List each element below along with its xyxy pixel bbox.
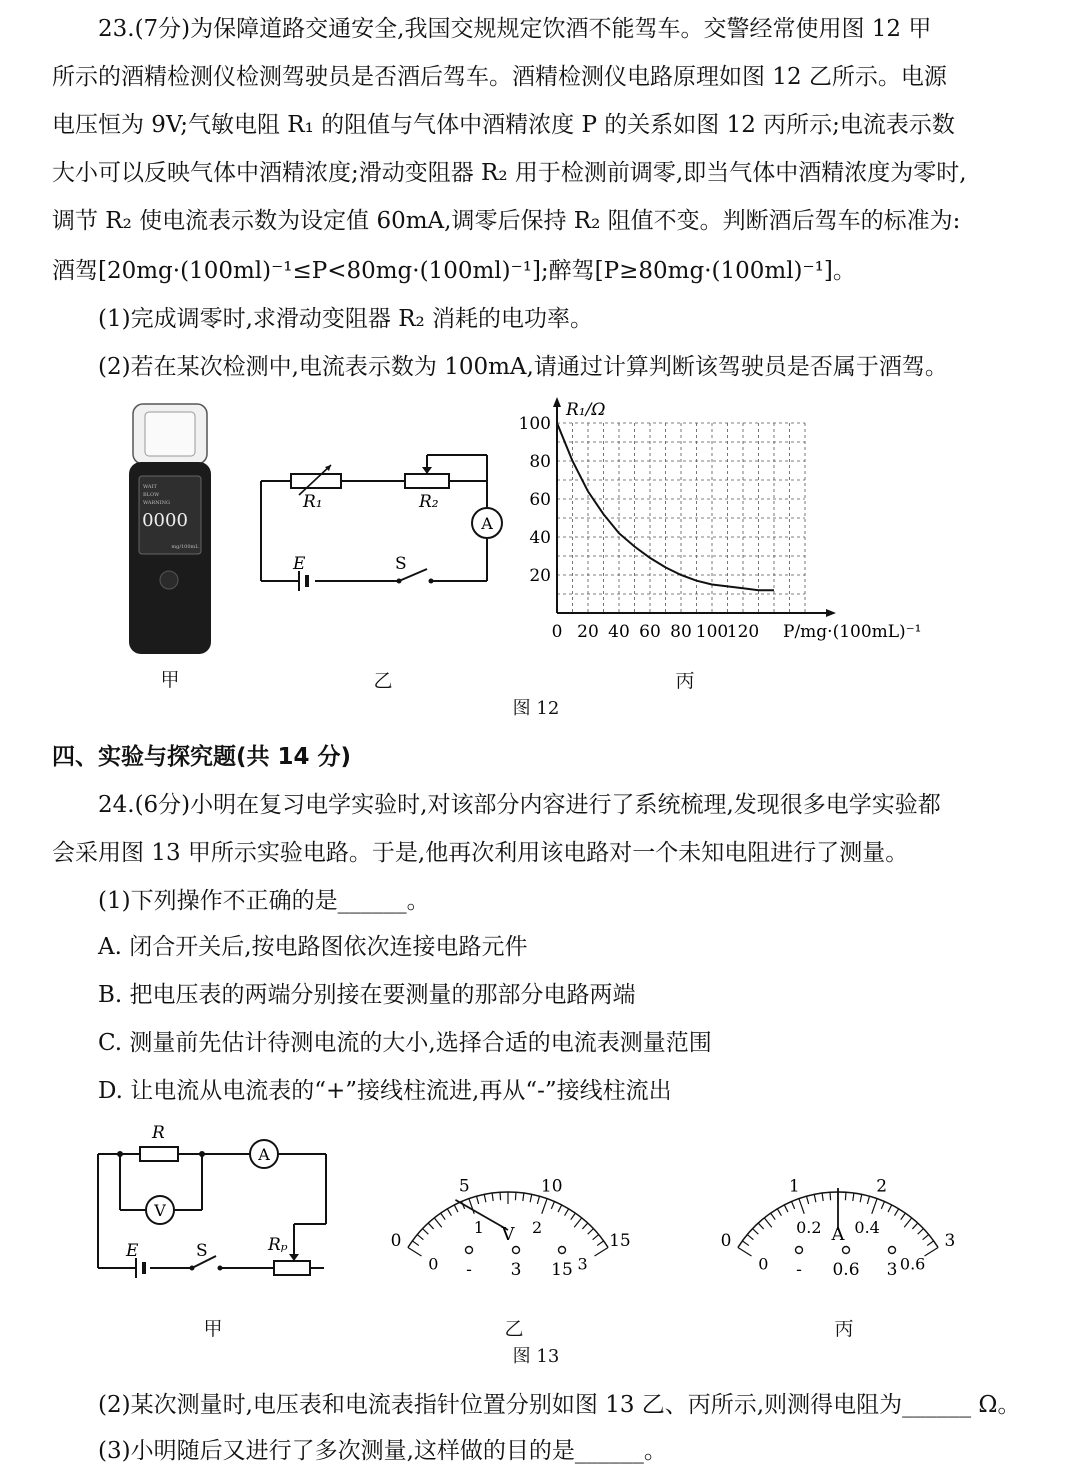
dial-tick bbox=[423, 1229, 429, 1235]
terminal-post-icon[interactable] bbox=[796, 1247, 803, 1254]
device-status-blow: BLOW bbox=[143, 492, 160, 498]
label-V: V bbox=[154, 1201, 166, 1220]
dial-top-label: 2 bbox=[876, 1176, 888, 1197]
dial-tick bbox=[925, 1247, 939, 1255]
dial-tick bbox=[918, 1229, 924, 1235]
device-button-icon bbox=[160, 571, 178, 589]
dial-tick bbox=[895, 1209, 899, 1216]
dial-bottom-label: 1 bbox=[473, 1217, 484, 1237]
dial-tick bbox=[530, 1194, 532, 1202]
meter-symbol: A bbox=[831, 1224, 845, 1245]
dial-tick bbox=[747, 1235, 753, 1240]
breathalyzer-device bbox=[125, 400, 215, 660]
y-axis-label: R₁/Ω bbox=[566, 400, 606, 420]
dial-tick bbox=[595, 1247, 609, 1255]
terminal-label: 0.6 bbox=[832, 1260, 860, 1280]
dial-tick bbox=[923, 1235, 929, 1240]
dial-tick bbox=[764, 1218, 771, 1227]
dial-bottom-label: 0.4 bbox=[854, 1217, 880, 1237]
resistor-R1 bbox=[291, 474, 341, 488]
dial-tick bbox=[792, 1202, 795, 1209]
resistor-R2 bbox=[405, 474, 449, 488]
ammeter-dial bbox=[698, 1120, 988, 1290]
dial-tick bbox=[853, 1193, 854, 1201]
dial-bottom-label: 3 bbox=[577, 1254, 588, 1274]
dial-bottom-label: 2 bbox=[532, 1217, 543, 1237]
q23-sub2: (2)若在某次检测中,电流表示数为 100mA,请通过计算判断该驾驶员是否属于酒驾。 bbox=[98, 354, 948, 380]
x-tick-label: 100 bbox=[695, 622, 729, 642]
terminal-label: 3 bbox=[510, 1260, 522, 1280]
dial-tick bbox=[830, 1192, 831, 1200]
dial-tick bbox=[867, 1196, 869, 1204]
y-tick-label: 40 bbox=[529, 528, 551, 548]
dial-tick bbox=[742, 1241, 748, 1246]
dial-tick bbox=[537, 1196, 539, 1204]
x-tick-label: 20 bbox=[577, 622, 599, 642]
dial-bottom-label: 0 bbox=[428, 1254, 439, 1274]
q23-line-2: 所示的酒精检测仪检测驾驶员是否酒后驾车。酒精检测仪电路原理如图 12 乙所示。电源 bbox=[52, 64, 947, 90]
dial-tick bbox=[428, 1223, 433, 1229]
q23-line-5: 调节 R₂ 使电流表示数为设定值 60mA,调零后保持 R₂ 阻值不变。判断酒后驾车的标准为: bbox=[52, 208, 961, 234]
dial-tick bbox=[904, 1218, 911, 1227]
dial-tick bbox=[753, 1229, 759, 1235]
dial-top-label: 0 bbox=[720, 1231, 732, 1252]
q24-sub1: (1)下列操作不正确的是______。 bbox=[98, 888, 430, 914]
dial-tick bbox=[758, 1223, 763, 1229]
dial-tick bbox=[822, 1193, 823, 1201]
dial-tick bbox=[771, 1213, 776, 1220]
fig13-circuit bbox=[92, 1120, 332, 1290]
fig12-label-bing: 丙 bbox=[675, 670, 695, 692]
r1-concentration-chart bbox=[500, 395, 960, 645]
dial-tick bbox=[738, 1247, 752, 1255]
dial-tick bbox=[477, 1196, 479, 1204]
label-R2: R₂ bbox=[419, 492, 439, 512]
resistor-R bbox=[140, 1147, 178, 1161]
q23-line-4: 大小可以反映气体中酒精浓度;滑动变阻器 R₂ 用于检测前调零,即当气体中酒精浓度为零时, bbox=[52, 160, 967, 186]
dial-tick bbox=[500, 1192, 501, 1200]
terminal-post-icon[interactable] bbox=[889, 1247, 896, 1254]
dial-tick bbox=[417, 1235, 423, 1240]
fig12-label-yi: 乙 bbox=[373, 670, 393, 692]
x-tick-label: 120 bbox=[726, 622, 760, 642]
dial-tick bbox=[484, 1194, 486, 1202]
q24-sub2: (2)某次测量时,电压表和电流表指针位置分别如图 13 乙、丙所示,则测得电阻为______ Ω。 bbox=[98, 1392, 1021, 1418]
q23-line-3: 电压恒为 9V;气敏电阻 R₁ 的阻值与气体中酒精浓度 P 的关系如图 12 丙所示;电流表示数 bbox=[52, 112, 955, 138]
dial-top-label: 10 bbox=[540, 1176, 563, 1197]
label-R: R bbox=[152, 1123, 165, 1143]
dial-tick bbox=[593, 1235, 599, 1240]
terminal-label: - bbox=[796, 1260, 802, 1280]
q24-line-2: 会采用图 13 甲所示实验电路。于是,他再次利用该电路对一个未知电阻进行了测量。 bbox=[52, 840, 909, 866]
fig12-label-jia: 甲 bbox=[160, 669, 180, 691]
dial-tick bbox=[454, 1205, 458, 1212]
dial-tick bbox=[901, 1213, 906, 1220]
q24-line-1: 24.(6分)小明在复习电学实验时,对该部分内容进行了系统梳理,发现很多电学实验都 bbox=[98, 792, 941, 818]
dial-tick bbox=[523, 1193, 524, 1201]
x-tick-label: 60 bbox=[639, 622, 661, 642]
dial-tick bbox=[571, 1213, 576, 1220]
dial-tick bbox=[582, 1223, 587, 1229]
dial-bottom-label: 0.2 bbox=[796, 1217, 822, 1237]
dial-top-label: 1 bbox=[788, 1176, 800, 1197]
dial-tick bbox=[492, 1193, 493, 1201]
dial-tick bbox=[574, 1218, 581, 1227]
dial-tick bbox=[597, 1241, 603, 1246]
meter-symbol: V bbox=[501, 1224, 515, 1245]
dial-tick bbox=[447, 1209, 451, 1216]
dial-tick bbox=[807, 1196, 809, 1204]
x-axis-label: P/mg·(100mL)⁻¹ bbox=[783, 622, 922, 642]
fig13-caption: 图 13 bbox=[512, 1346, 560, 1367]
terminal-post-icon[interactable] bbox=[559, 1247, 566, 1254]
q24-option-a: A. 闭合开关后,按电路图依次连接电路元件 bbox=[98, 934, 528, 960]
label-A: A bbox=[258, 1145, 270, 1164]
dial-bottom-label: 0.6 bbox=[899, 1254, 926, 1274]
dial-tick bbox=[542, 1199, 547, 1214]
dial-top-label: 0 bbox=[390, 1231, 402, 1252]
fig12-circuit bbox=[255, 445, 505, 595]
q23-sub1: (1)完成调零时,求滑动变阻器 R₂ 消耗的电功率。 bbox=[98, 306, 594, 332]
x-tick-label: 40 bbox=[608, 622, 630, 642]
fig12-caption: 图 12 bbox=[512, 698, 560, 719]
dial-top-label: 3 bbox=[944, 1231, 956, 1252]
dial-top-label: 15 bbox=[609, 1231, 631, 1252]
terminal-label: - bbox=[466, 1260, 472, 1280]
x-tick-label: 0 bbox=[551, 622, 563, 642]
dial-tick bbox=[860, 1194, 862, 1202]
q23-line-1: 23.(7分)为保障道路交通安全,我国交规规定饮酒不能驾车。交警经常使用图 12 甲 bbox=[98, 16, 932, 42]
dial-tick bbox=[814, 1194, 816, 1202]
dial-tick bbox=[565, 1209, 569, 1216]
dial-tick bbox=[881, 1202, 884, 1209]
dial-tick bbox=[515, 1192, 516, 1200]
y-tick-label: 100 bbox=[518, 414, 551, 434]
fig13-label-jia: 甲 bbox=[203, 1318, 223, 1340]
q24-option-b: B. 把电压表的两端分别接在要测量的那部分电路两端 bbox=[98, 982, 636, 1008]
label-RP: Rₚ bbox=[268, 1235, 288, 1255]
dial-tick bbox=[784, 1205, 788, 1212]
dial-tick bbox=[872, 1199, 877, 1214]
y-tick-label: 20 bbox=[529, 566, 551, 586]
dial-tick bbox=[441, 1213, 446, 1220]
y-tick-label: 60 bbox=[529, 490, 551, 510]
device-status-wait: WAIT bbox=[143, 484, 157, 490]
rheostat-RP bbox=[274, 1261, 310, 1275]
dial-tick bbox=[408, 1247, 422, 1255]
dial-top-label: 5 bbox=[458, 1176, 470, 1197]
dial-tick bbox=[558, 1205, 562, 1212]
dial-tick bbox=[469, 1199, 474, 1214]
label-A: A bbox=[481, 514, 493, 533]
x-tick-label: 80 bbox=[670, 622, 692, 642]
device-unit: mg/100mL bbox=[171, 544, 199, 550]
label-S: S bbox=[395, 554, 407, 574]
dial-tick bbox=[912, 1223, 917, 1229]
terminal-post-icon[interactable] bbox=[513, 1247, 520, 1254]
terminal-post-icon[interactable] bbox=[466, 1247, 473, 1254]
dial-tick bbox=[927, 1241, 933, 1246]
dial-bottom-label: 0 bbox=[758, 1254, 769, 1274]
device-status-warning: WARNING bbox=[143, 500, 170, 506]
y-tick-label: 80 bbox=[529, 452, 551, 472]
dial-tick bbox=[412, 1241, 418, 1246]
q24-option-d: D. 让电流从电流表的“+”接线柱流进,再从“-”接线柱流出 bbox=[98, 1078, 672, 1104]
label-E: E bbox=[126, 1241, 139, 1261]
device-display: 0000 bbox=[142, 510, 188, 531]
voltmeter-dial bbox=[368, 1120, 658, 1290]
fig13-label-yi: 乙 bbox=[504, 1318, 524, 1340]
label-E: E bbox=[293, 554, 306, 574]
dial-tick bbox=[588, 1229, 594, 1235]
dial-tick bbox=[434, 1218, 441, 1227]
dial-tick bbox=[777, 1209, 781, 1216]
label-R1: R₁ bbox=[303, 492, 323, 512]
q23-line-6: 酒驾[20mg·(100ml)⁻¹≤P<80mg·(100ml)⁻¹];醉驾[P≥80mg·(100ml)⁻¹]。 bbox=[52, 258, 856, 284]
dial-tick bbox=[551, 1202, 554, 1209]
label-S: S bbox=[196, 1241, 208, 1261]
dial-tick bbox=[888, 1205, 892, 1212]
q24-option-c: C. 测量前先估计待测电流的大小,选择合适的电流表测量范围 bbox=[98, 1030, 712, 1056]
terminal-label: 3 bbox=[886, 1260, 898, 1280]
terminal-post-icon[interactable] bbox=[843, 1247, 850, 1254]
fig13-label-bing: 丙 bbox=[834, 1318, 854, 1340]
section4-title: 四、实验与探究题(共 14 分) bbox=[52, 744, 352, 770]
terminal-label: 15 bbox=[551, 1260, 573, 1280]
q24-sub3: (3)小明随后又进行了多次测量,这样做的目的是______。 bbox=[98, 1438, 667, 1464]
dial-tick bbox=[799, 1199, 804, 1214]
dial-tick bbox=[845, 1192, 846, 1200]
